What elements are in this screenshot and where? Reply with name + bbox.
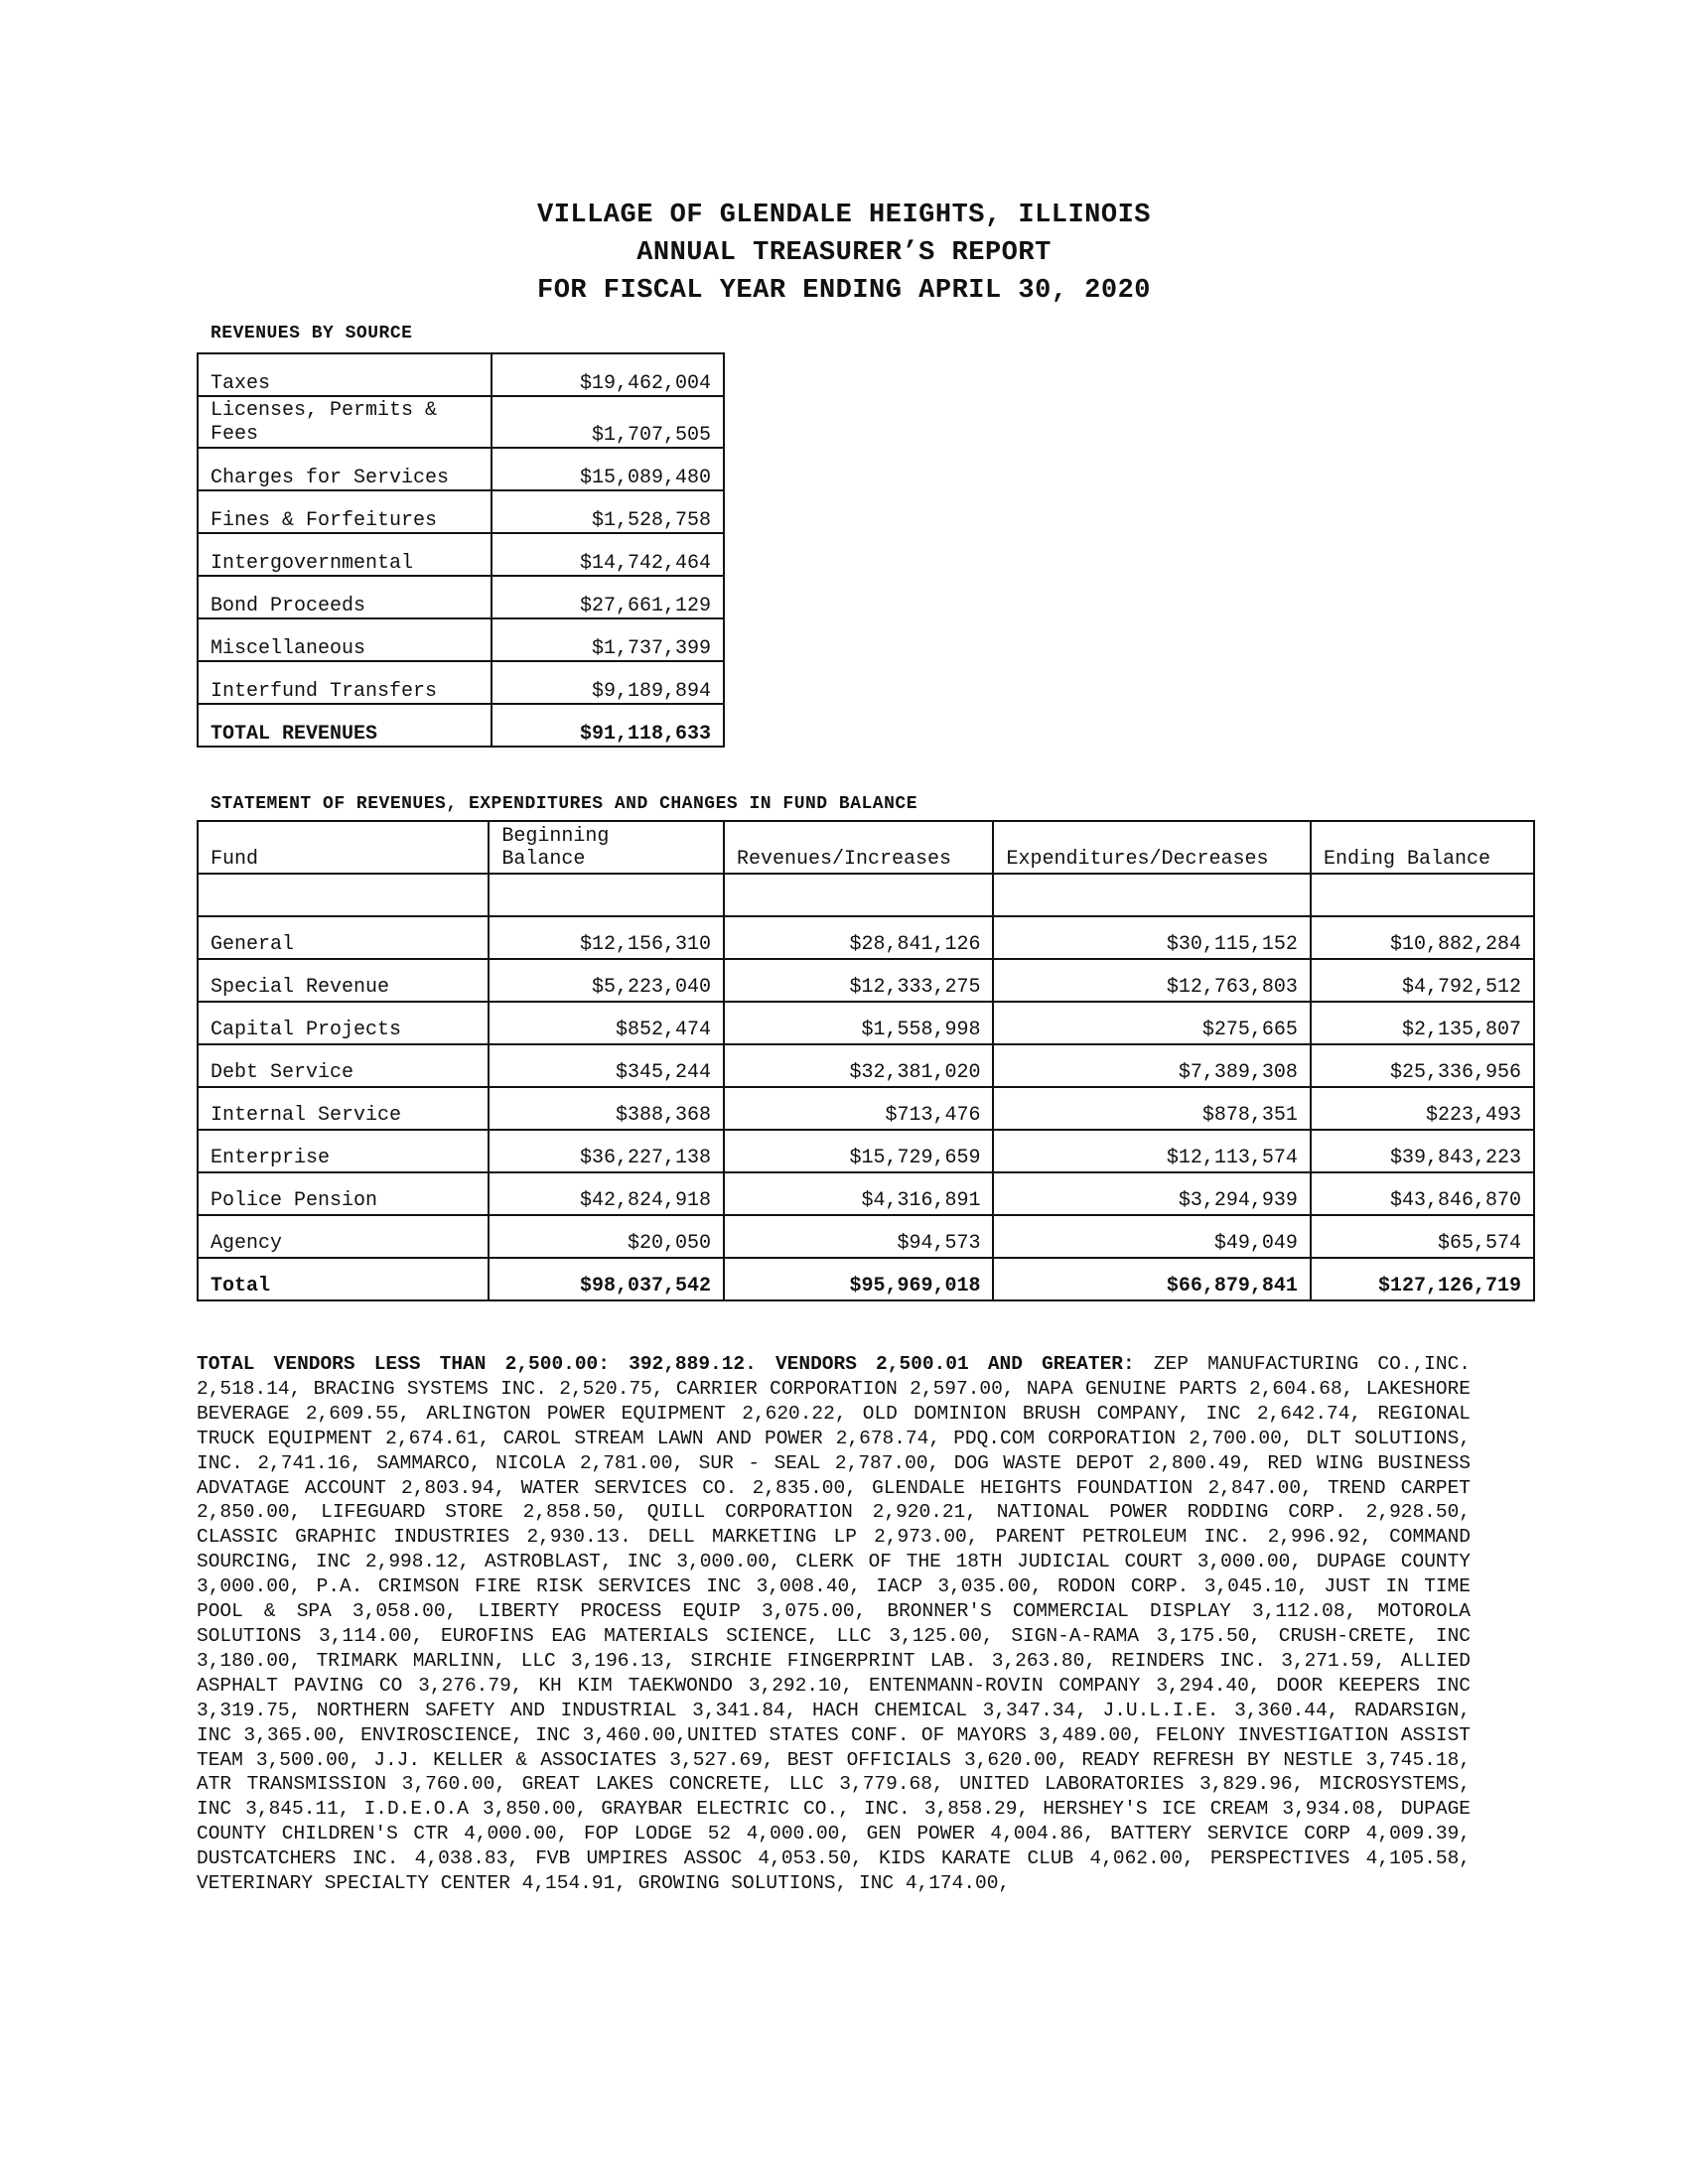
revenue-amount-cell: $15,089,480 [492, 448, 724, 490]
title-line-fiscal-year: FOR FISCAL YEAR ENDING APRIL 30, 2020 [537, 276, 1151, 306]
table-row [198, 959, 1534, 1002]
expenditures-cell: $12,113,574 [993, 1130, 1310, 1172]
table-row [198, 448, 724, 490]
table-row-total [198, 1258, 1534, 1300]
revenue-amount-cell: $9,189,894 [492, 661, 724, 704]
revenue-source-cell: Intergovernmental [198, 533, 492, 576]
expenditures-cell: $3,294,939 [993, 1172, 1310, 1215]
fund-name-cell: Enterprise [198, 1130, 489, 1172]
table-row [198, 916, 1534, 959]
revenue-source-cell: Miscellaneous [198, 618, 492, 661]
revenue-source-cell: Taxes [198, 353, 492, 396]
fund-balance-table [197, 820, 1535, 1301]
table-row-total [198, 704, 724, 747]
total-revenues-label: TOTAL REVENUES [198, 704, 492, 747]
total-expenditures-decreases: $66,879,841 [993, 1258, 1310, 1300]
blank-cell [198, 874, 489, 916]
revenue-amount-cell: $19,462,004 [492, 353, 724, 396]
expenditures-cell: $7,389,308 [993, 1044, 1310, 1087]
table-row [198, 353, 724, 396]
table-row [198, 1130, 1534, 1172]
table-row [198, 576, 724, 618]
expenditures-cell: $49,049 [993, 1215, 1310, 1258]
revenue-amount-cell: $1,528,758 [492, 490, 724, 533]
revenue-amount-cell: $14,742,464 [492, 533, 724, 576]
ending-balance-cell: $2,135,807 [1311, 1002, 1534, 1044]
revenues-cell: $32,381,020 [724, 1044, 993, 1087]
revenues-cell: $1,558,998 [724, 1002, 993, 1044]
header-expenditures-decreases: Expenditures/Decreases [993, 821, 1310, 874]
report-title [0, 197, 1688, 310]
beginning-balance-cell: $388,368 [489, 1087, 724, 1130]
revenues-cell: $12,333,275 [724, 959, 993, 1002]
revenues-cell: $4,316,891 [724, 1172, 993, 1215]
title-line-municipality: VILLAGE OF GLENDALE HEIGHTS, ILLINOIS [537, 201, 1151, 230]
vendor-totals-lead: TOTAL VENDORS LESS THAN 2,500.00: 392,889.12. VENDORS 2,500.01 AND GREATER: [197, 1353, 1135, 1375]
fund-name-cell: Special Revenue [198, 959, 489, 1002]
table-row [198, 1172, 1534, 1215]
ending-balance-cell: $25,336,956 [1311, 1044, 1534, 1087]
table-header-row [198, 821, 1534, 874]
beginning-balance-cell: $36,227,138 [489, 1130, 724, 1172]
fund-statement-section-label: STATEMENT OF REVENUES, EXPENDITURES AND CHANGES IN FUND BALANCE [211, 794, 918, 814]
revenues-cell: $713,476 [724, 1087, 993, 1130]
table-row [198, 533, 724, 576]
blank-cell [993, 874, 1310, 916]
revenue-source-cell: Fines & Forfeitures [198, 490, 492, 533]
revenue-amount-cell: $27,661,129 [492, 576, 724, 618]
total-ending-balance: $127,126,719 [1311, 1258, 1534, 1300]
ending-balance-cell: $43,846,870 [1311, 1172, 1534, 1215]
fund-name-cell: General [198, 916, 489, 959]
total-beginning-balance: $98,037,542 [489, 1258, 724, 1300]
table-row [198, 490, 724, 533]
revenue-amount-cell: $1,737,399 [492, 618, 724, 661]
beginning-balance-cell: $5,223,040 [489, 959, 724, 1002]
revenue-source-cell: Charges for Services [198, 448, 492, 490]
revenue-source-cell: Interfund Transfers [198, 661, 492, 704]
header-beginning-balance [489, 821, 724, 874]
table-row [198, 1044, 1534, 1087]
beginning-balance-cell: $42,824,918 [489, 1172, 724, 1215]
vendor-list-text: ZEP MANUFACTURING CO.,INC. 2,518.14, BRACING SYSTEMS INC. 2,520.75, CARRIER CORPORATION 2,597.00, NAPA GENUINE PARTS 2,604.68, LAKESHORE BEVERAGE 2,609.55, ARLINGTON POWER EQUIPMENT 2,620.22, OLD DOMINION BRUSH COMPANY, INC 2,642.74, REGIONAL TRUCK EQUIPMENT 2,674.61, CAROL STREAM LAWN AND POWER 2,678.74, PDQ.COM CORPORATION 2,700.00, DLT SOLUTIONS, INC. 2,741.16, SAMMARCO, NICOLA 2,781.00, SUR - SEAL 2,787.00, DOG WASTE DEPOT 2,800.49, RED WING BUSINESS ADVATAGE ACCOUNT 2,803.94, WATER SERVICES CO. 2,835.00, GLENDALE HEIGHTS FOUNDATION 2,847.00, TREND CARPET 2,850.00, LIFEGUARD STORE 2,858.50, QUILL CORPORATION 2,920.21, NATIONAL POWER RODDING CORP. 2,928.50, CLASSIC GRAPHIC INDUSTRIES 2,930.13. DELL MARKETING LP 2,973.00, PARENT PETROLEUM INC. 2,996.92, COMMAND SOURCING, INC 2,998.12, ASTROBLAST, INC 3,000.00, CLERK OF THE 18TH JUDICIAL COURT 3,000.00, DUPAGE COUNTY 3,000.00, P.A. CRIMSON FIRE RISK SERVICES INC 3,008.40, IACP 3,035.00, RODON CORP. 3,045.10, JUST IN TIME POOL & SPA 3,058.00, LIBERTY PROCESS EQUIP 3,075.00, BRONNER'S COMMERCIAL DISPLAY 3,112.08, MOTOROLA SOLUTIONS 3,114.00, EUROFINS EAG MATERIALS SCIENCE, LLC 3,125.00, SIGN-A-RAMA 3,175.50, CRUSH-CRETE, INC 3,180.00, TRIMARK MARLINN, LLC 3,196.13, SIRCHIE FINGERPRINT LAB. 3,263.80, REINDERS INC. 3,271.59, ALLIED ASPHALT PAVING CO 3,276.79, KH KIM TAEKWONDO 3,292.10, ENTENMANN-ROVIN COMPANY 3,294.40, DOOR KEEPERS INC 3,319.75, NORTHERN SAFETY AND INDUSTRIAL 3,341.84, HACH CHEMICAL 3,347.34, J.U.L.I.E. 3,360.44, RADARSIGN, INC 3,365.00, ENVIROSCIENCE, INC 3,460.00,UNITED STATES CONF. OF MAYORS 3,489.00, FELONY INVESTIGATION ASSIST TEAM 3,500.00, J.J. KELLER & ASSOCIATES 3,527.69, BEST OFFICIALS 3,620.00, READY REFRESH BY NESTLE 3,745.18, ATR TRANSMISSION 3,760.00, GREAT LAKES CONCRETE, LLC 3,779.68, UNITED LABORATORIES 3,829.96, MICROSYSTEMS, INC 3,845.11, I.D.E.O.A 3,850.00, GRAYBAR ELECTRIC CO., INC. 3,858.29, HERSHEY'S ICE CREAM 3,934.08, DUPAGE COUNTY CHILDREN'S CTR 4,000.00, FOP LODGE 52 4,000.00, GEN POWER 4,004.86, BATTERY SERVICE CORP 4,009.39, DUSTCATCHERS INC. 4,038.83, FVB UMPIRES ASSOC 4,053.50, KIDS KARATE CLUB 4,062.00, PERSPECTIVES 4,105.58, VETERINARY SPECIALTY CENTER 4,154.91, GROWING SOLUTIONS, INC 4,174.00, [197, 1353, 1471, 1895]
header-line: Beginning [501, 825, 610, 848]
fund-name-cell: Agency [198, 1215, 489, 1258]
table-row-blank [198, 874, 1534, 916]
revenues-cell: $15,729,659 [724, 1130, 993, 1172]
ending-balance-cell: $223,493 [1311, 1087, 1534, 1130]
expenditures-cell: $275,665 [993, 1002, 1310, 1044]
header-ending-balance: Ending Balance [1311, 821, 1534, 874]
expenditures-cell: $878,351 [993, 1087, 1310, 1130]
blank-cell [1311, 874, 1534, 916]
table-row [198, 1215, 1534, 1258]
beginning-balance-cell: $12,156,310 [489, 916, 724, 959]
revenues-by-source-table [197, 352, 725, 748]
beginning-balance-cell: $345,244 [489, 1044, 724, 1087]
header-revenues-increases: Revenues/Increases [724, 821, 993, 874]
fund-name-cell: Police Pension [198, 1172, 489, 1215]
revenue-source-cell: Bond Proceeds [198, 576, 492, 618]
total-revenues-increases: $95,969,018 [724, 1258, 993, 1300]
revenues-cell: $94,573 [724, 1215, 993, 1258]
revenues-section-label: REVENUES BY SOURCE [211, 324, 413, 343]
expenditures-cell: $30,115,152 [993, 916, 1310, 959]
title-line-report: ANNUAL TREASURER’S REPORT [636, 238, 1052, 268]
blank-cell [724, 874, 993, 916]
revenue-amount-cell: $1,707,505 [492, 396, 724, 448]
header-line: Balance [501, 848, 586, 871]
ending-balance-cell: $65,574 [1311, 1215, 1534, 1258]
vendor-listing-paragraph [197, 1352, 1471, 1896]
revenue-source-line: Licenses, Permits & [211, 399, 438, 422]
ending-balance-cell: $39,843,223 [1311, 1130, 1534, 1172]
revenue-source-line: Fees [211, 423, 259, 446]
table-row [198, 1002, 1534, 1044]
ending-balance-cell: $10,882,284 [1311, 916, 1534, 959]
expenditures-cell: $12,763,803 [993, 959, 1310, 1002]
total-fund-label: Total [198, 1258, 489, 1300]
table-row [198, 661, 724, 704]
fund-name-cell: Capital Projects [198, 1002, 489, 1044]
beginning-balance-cell: $20,050 [489, 1215, 724, 1258]
total-revenues-amount: $91,118,633 [492, 704, 724, 747]
table-row [198, 618, 724, 661]
revenue-source-cell [198, 396, 492, 448]
fund-name-cell: Internal Service [198, 1087, 489, 1130]
fund-name-cell: Debt Service [198, 1044, 489, 1087]
table-row [198, 396, 724, 448]
revenues-cell: $28,841,126 [724, 916, 993, 959]
table-row [198, 1087, 1534, 1130]
ending-balance-cell: $4,792,512 [1311, 959, 1534, 1002]
beginning-balance-cell: $852,474 [489, 1002, 724, 1044]
header-fund: Fund [198, 821, 489, 874]
blank-cell [489, 874, 724, 916]
